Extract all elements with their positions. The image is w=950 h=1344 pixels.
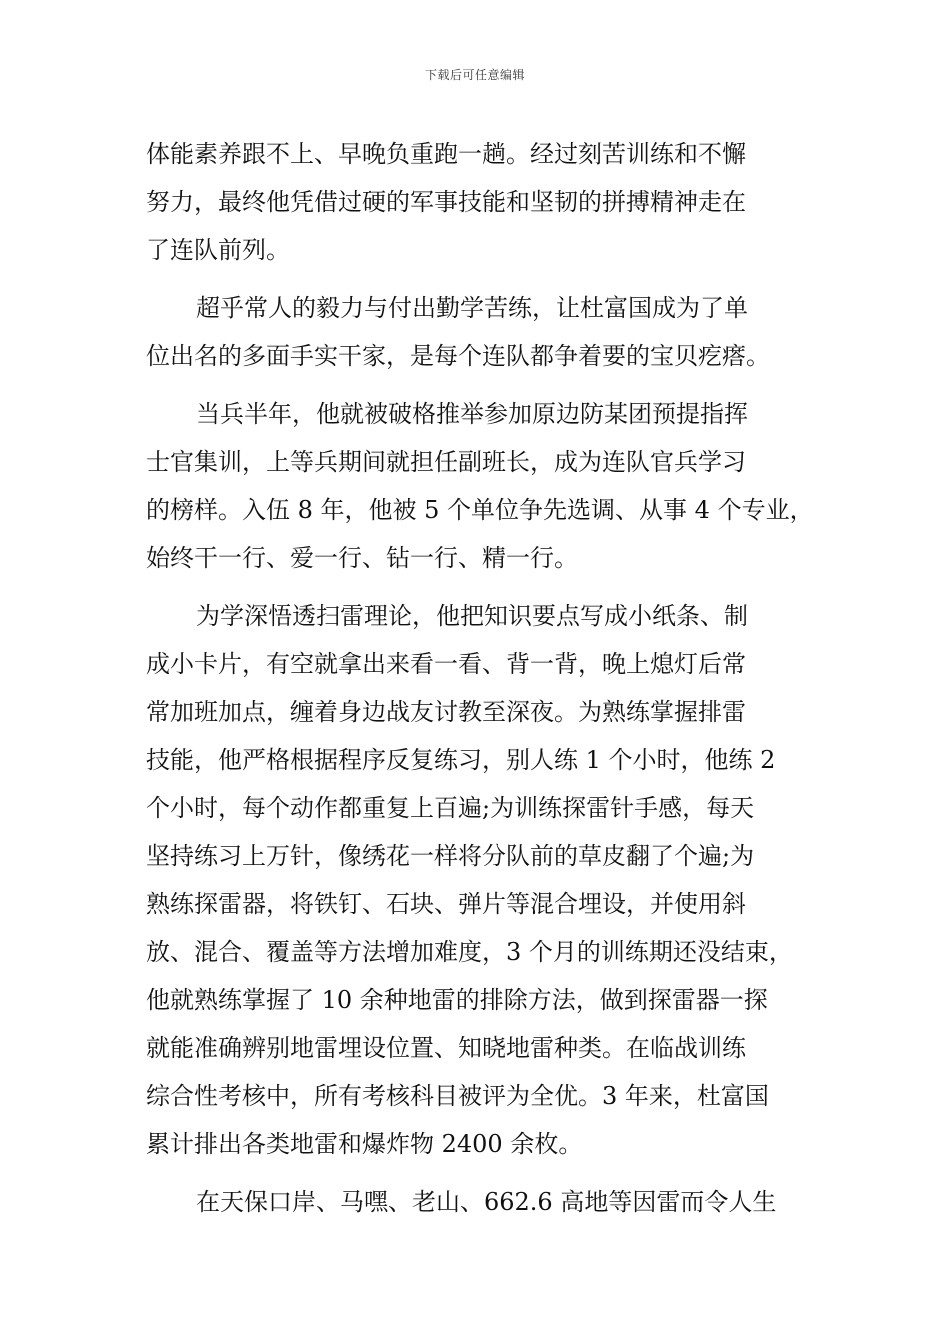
text-line: 就能准确辨别地雷埋设位置、知晓地雷种类。在临战训练 (146, 1034, 746, 1062)
text-line: 坚持练习上万针，像绣花一样将分队前的草皮翻了个遍;为 (146, 842, 755, 870)
text-line: 始终干一行、爱一行、钻一行、精一行。 (146, 544, 578, 572)
text-line: 综合性考核中，所有考核科目被评为全优。3 年来，杜富国 (146, 1082, 769, 1110)
text-line: 为学深悟透扫雷理论，他把知识要点写成小纸条、制 (196, 602, 748, 630)
text-line: 的榜样。入伍 8 年，他被 5 个单位争先选调、从事 4 个专业， (146, 496, 814, 524)
text-line: 常加班加点，缠着身边战友讨教至深夜。为熟练掌握排雷 (146, 698, 746, 726)
text-line: 超乎常人的毅力与付出勤学苦练，让杜富国成为了单 (196, 294, 748, 322)
text-line: 士官集训，上等兵期间就担任副班长，成为连队官兵学习 (146, 448, 746, 476)
text-line: 位出名的多面手实干家，是每个连队都争着要的宝贝疙瘩。 (146, 342, 770, 370)
text-line: 熟练探雷器，将铁钉、石块、弹片等混合埋设，并使用斜 (146, 890, 746, 918)
text-line: 他就熟练掌握了 10 余种地雷的排除方法，做到探雷器一探 (146, 986, 768, 1014)
text-line: 放、混合、覆盖等方法增加难度，3 个月的训练期还没结束， (146, 938, 793, 966)
text-line: 在天保口岸、马嘿、老山、662.6 高地等因雷而令人生 (196, 1188, 777, 1216)
paragraph (146, 130, 836, 274)
text-line: 累计排出各类地雷和爆炸物 2400 余枚。 (146, 1130, 583, 1158)
paragraph (146, 284, 836, 380)
paragraph (146, 1178, 836, 1226)
header-note: 下载后可任意编辑 (424, 68, 525, 82)
paragraph (146, 592, 836, 1168)
text-line: 成小卡片，有空就拿出来看一看、背一背，晚上熄灯后常 (146, 650, 746, 678)
text-line: 技能，他严格根据程序反复练习，别人练 1 个小时，他练 2 (146, 746, 776, 774)
text-line: 当兵半年，他就被破格推举参加原边防某团预提指挥 (196, 400, 748, 428)
document-body (146, 130, 836, 1226)
text-line: 努力，最终他凭借过硬的军事技能和坚韧的拼搏精神走在 (146, 188, 746, 216)
paragraph (146, 390, 836, 582)
text-line: 个小时，每个动作都重复上百遍;为训练探雷针手感，每天 (146, 794, 755, 822)
text-line: 了连队前列。 (146, 236, 290, 264)
text-line: 体能素养跟不上、早晚负重跑一趟。经过刻苦训练和不懈 (146, 140, 746, 168)
